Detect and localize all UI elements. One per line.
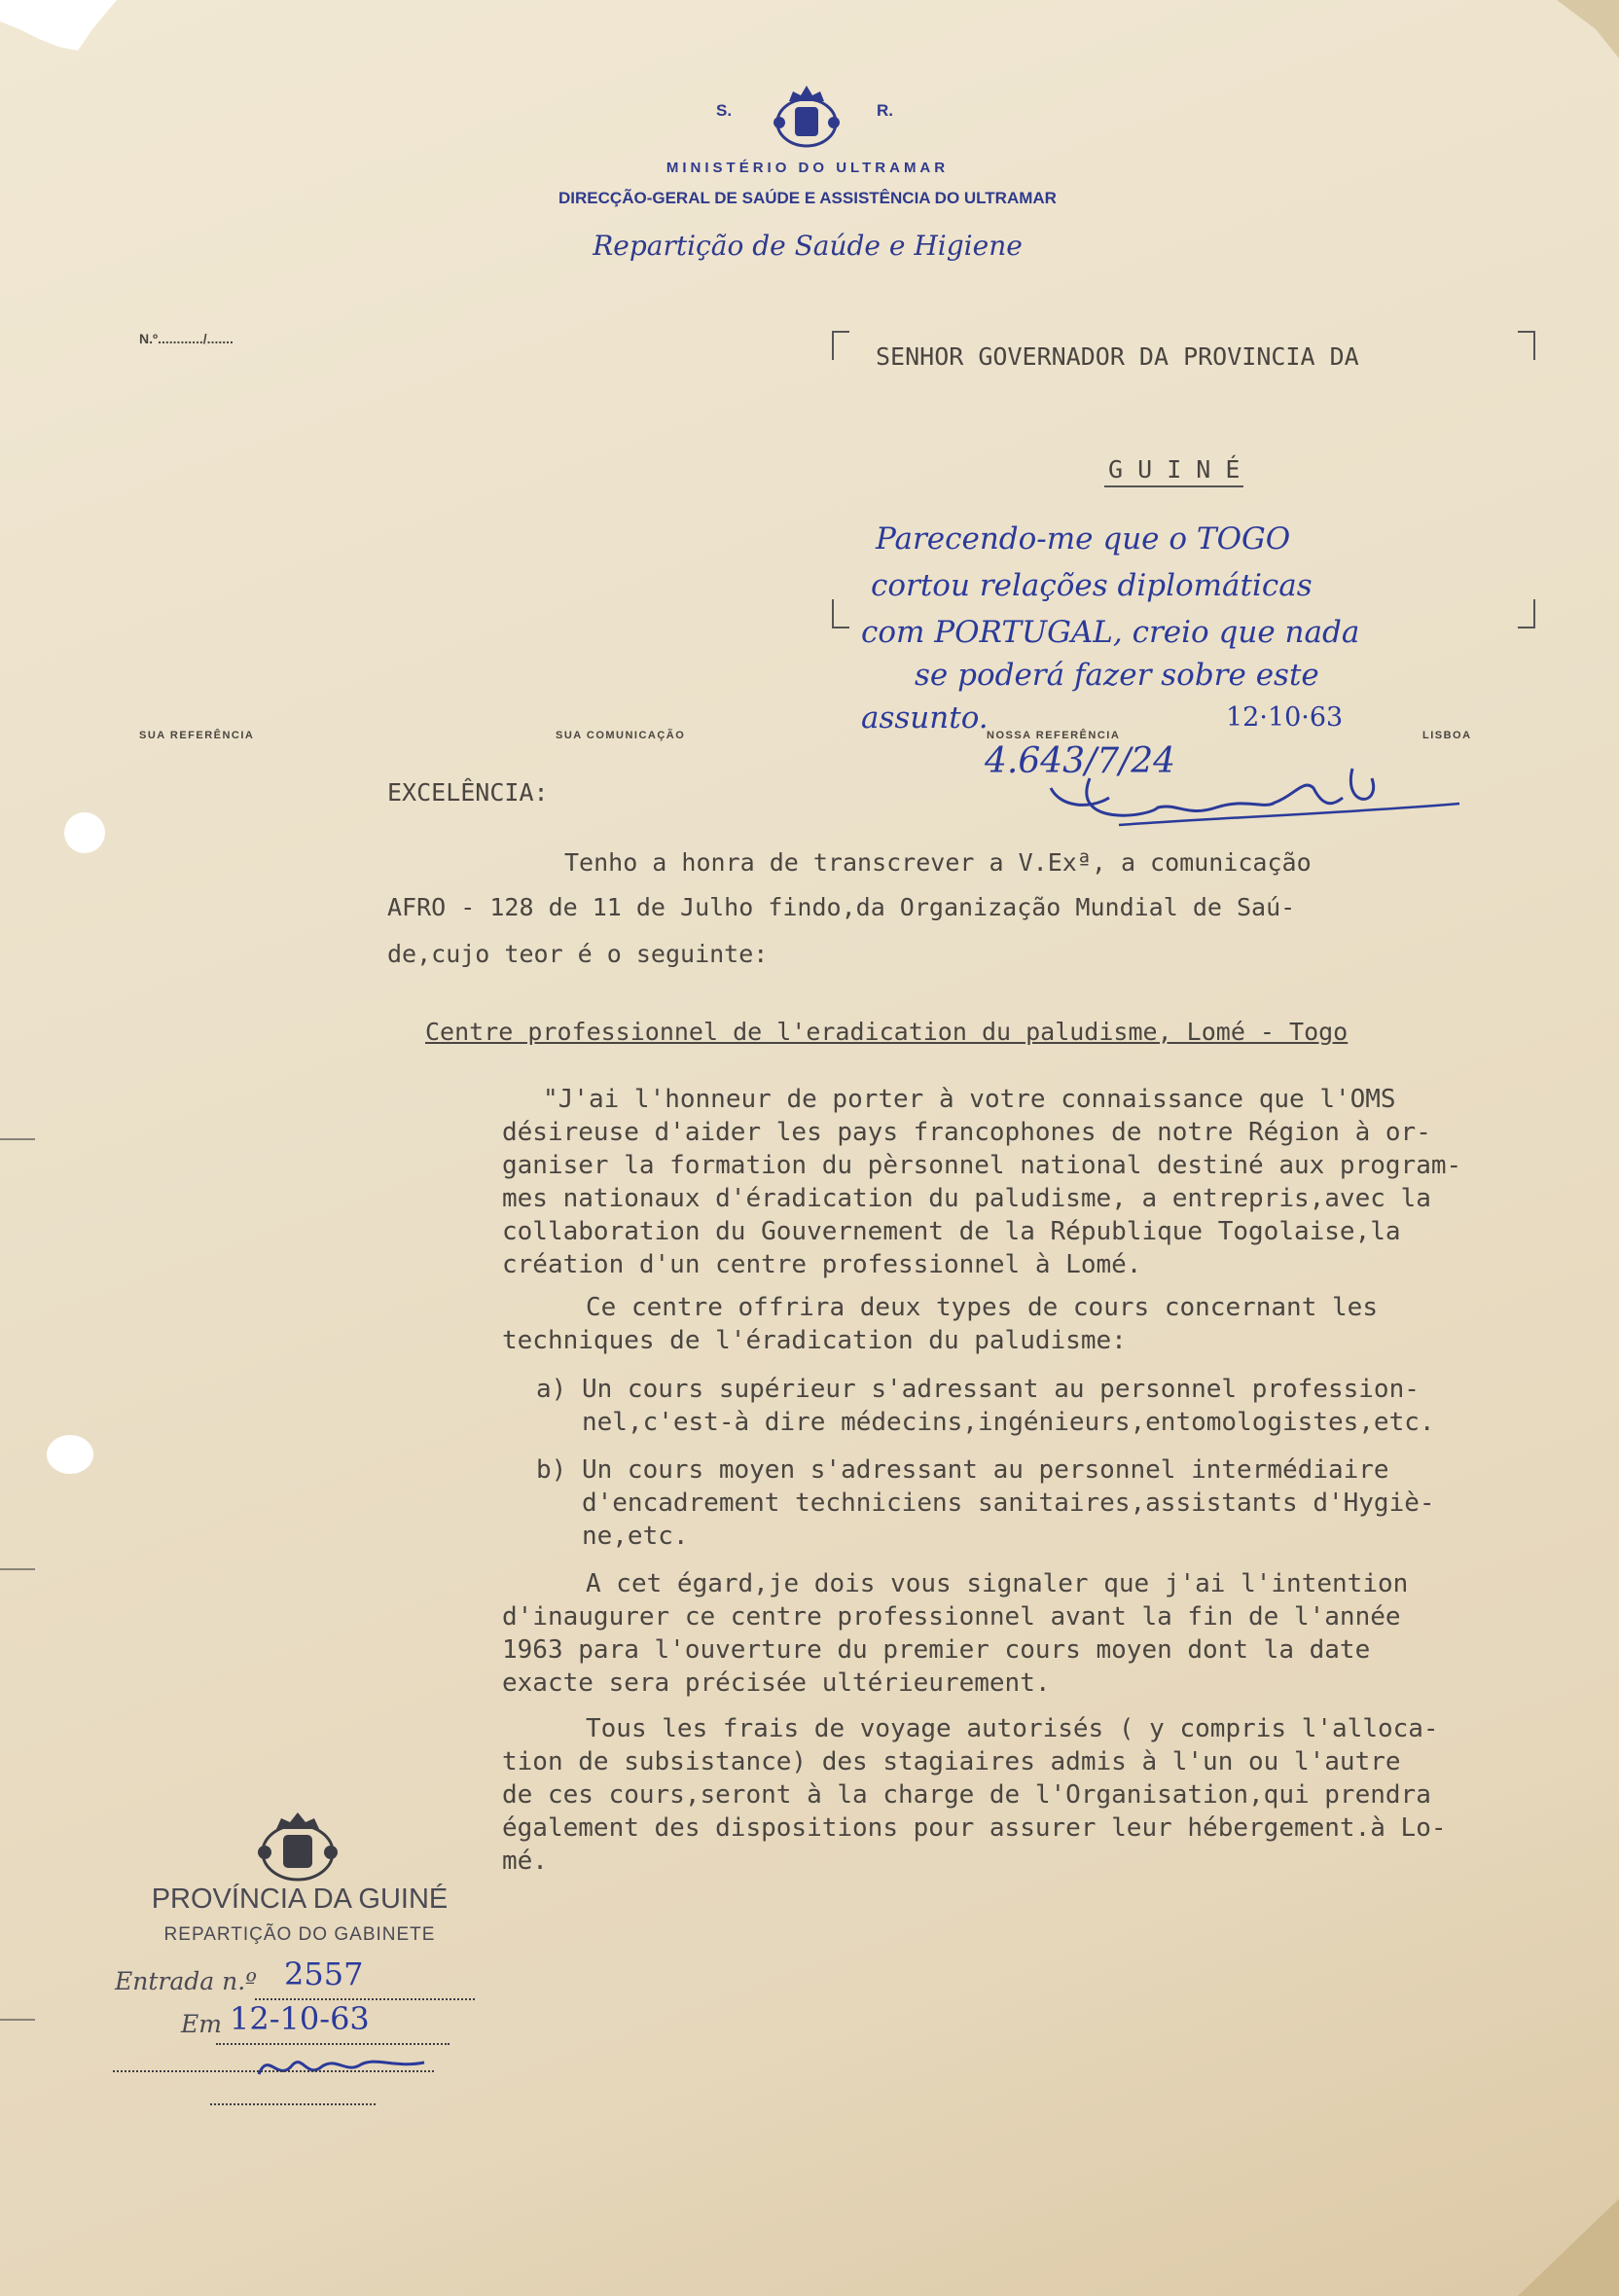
margin-mark bbox=[0, 1568, 35, 1570]
note-date: 12·10·63 bbox=[1226, 702, 1344, 733]
para3-line-1: A cet égard,je dois vous signaler que j'ai l'intention bbox=[586, 1569, 1409, 1598]
portuguese-arms-icon bbox=[251, 1810, 344, 1887]
label-lisboa: LISBOA bbox=[1422, 730, 1472, 741]
para2-line-1: Ce centre offrira deux types de cours concernant les bbox=[586, 1293, 1378, 1322]
stamp-em-label: Em bbox=[181, 2010, 222, 2038]
margin-mark bbox=[0, 1138, 35, 1140]
para1-line-5: collaboration du Gouvernement de la République Togolaise,la bbox=[502, 1217, 1401, 1246]
bracket-top-left bbox=[832, 331, 849, 360]
para1-line-2: désireuse d'aider les pays francophones de notre Région à or- bbox=[502, 1118, 1431, 1147]
header-right-letter: R. bbox=[877, 101, 893, 120]
para4-line-3: de ces cours,seront à la charge de l'Organisation,qui prendra bbox=[502, 1780, 1431, 1810]
stamp-rule-2 bbox=[210, 2103, 376, 2105]
stamp-initials bbox=[249, 2045, 444, 2094]
note-reference: 4.643/7/24 bbox=[985, 741, 1176, 781]
punch-hole-top bbox=[64, 812, 105, 853]
para3-line-2: d'inaugurer ce centre professionnel avant la fin de l'année bbox=[502, 1602, 1401, 1632]
para1-line-4: mes nationaux d'éradication du paludisme, a entrepris,avec la bbox=[502, 1184, 1431, 1213]
margin-mark bbox=[0, 2019, 35, 2021]
stamp-entrada-label: Entrada n.º bbox=[115, 1967, 257, 1995]
stamp-entrada-value: 2557 bbox=[284, 1955, 364, 1992]
label-nossa-referencia: NOSSA REFERÊNCIA bbox=[987, 730, 1121, 741]
item-a-line-2: nel,c'est-à dire médecins,ingénieurs,entomologistes,etc. bbox=[536, 1408, 1435, 1437]
intro-line-2: AFRO - 128 de 11 de Julho findo,da Organização Mundial de Saú- bbox=[387, 893, 1296, 921]
department-name: Repartição de Saúde e Higiene bbox=[593, 230, 1023, 262]
label-sua-comunicacao: SUA COMUNICAÇÃO bbox=[556, 730, 686, 741]
stamp-subtitle: REPARTIÇÃO DO GABINETE bbox=[163, 1924, 436, 1945]
stamp-em-value: 12-10-63 bbox=[230, 2000, 370, 2037]
para1-line-6: création d'un centre professionnel à Lomé. bbox=[502, 1250, 1142, 1279]
stamp-title: PROVÍNCIA DA GUINÉ bbox=[151, 1883, 449, 1915]
note-line-4: se poderá fazer sobre este bbox=[915, 658, 1319, 693]
number-field: N.º............/....... bbox=[139, 331, 234, 346]
para1-line-1: "J'ai l'honneur de porter à votre connaissance que l'OMS bbox=[543, 1085, 1396, 1114]
item-b-line-1: b) Un cours moyen s'adressant au personnel intermédiaire bbox=[536, 1455, 1389, 1485]
intro-line-3: de,cujo teor é o seguinte: bbox=[387, 940, 769, 968]
item-b-line-3: ne,etc. bbox=[536, 1522, 689, 1551]
note-line-5: assunto. bbox=[861, 700, 989, 735]
bracket-top-right bbox=[1518, 331, 1535, 360]
addressee-line-2: G U I N É bbox=[1104, 455, 1243, 487]
note-line-2: cortou relações diplomáticas bbox=[871, 568, 1313, 603]
salutation: EXCELÊNCIA: bbox=[387, 778, 549, 807]
para4-line-4: également des dispositions pour assurer leur hébergement.à Lo- bbox=[502, 1813, 1447, 1843]
para1-line-3: ganiser la formation du pèrsonnel national destiné aux program- bbox=[502, 1151, 1462, 1180]
punch-hole-bottom bbox=[47, 1435, 93, 1474]
label-sua-referencia: SUA REFERÊNCIA bbox=[139, 730, 255, 741]
para4-line-2: tion de subsistance) des stagiaires admis à l'un ou l'autre bbox=[502, 1747, 1401, 1776]
note-line-3: com PORTUGAL, creio que nada bbox=[861, 615, 1360, 650]
para3-line-3: 1963 para l'ouverture du premier cours moyen dont la date bbox=[502, 1635, 1371, 1665]
intro-line-1: Tenho a honra de transcrever a V.Exª, a comunicação bbox=[564, 848, 1312, 877]
item-a-line-1: a) Un cours supérieur s'adressant au personnel profession- bbox=[536, 1375, 1420, 1404]
ministry-name: MINISTÉRIO DO ULTRAMAR bbox=[666, 160, 950, 176]
bracket-bottom-right bbox=[1518, 599, 1535, 628]
item-b-line-2: d'encadrement techniciens sanitaires,assistants d'Hygiè- bbox=[536, 1489, 1435, 1518]
portuguese-arms-icon bbox=[768, 82, 845, 152]
handwritten-signature bbox=[1031, 749, 1498, 846]
para4-line-1: Tous les frais de voyage autorisés ( y compris l'alloca- bbox=[586, 1714, 1439, 1743]
subject-line: Centre professionnel de l'eradication du paludisme, Lomé - Togo bbox=[425, 1018, 1349, 1046]
stamp-rule-1 bbox=[113, 2070, 434, 2072]
para3-line-4: exacte sera précisée ultérieurement. bbox=[502, 1668, 1051, 1698]
para2-line-2: techniques de l'éradication du paludisme: bbox=[502, 1326, 1127, 1355]
header-left-letter: S. bbox=[716, 101, 733, 120]
directorate-name: DIRECÇÃO-GERAL DE SAÚDE E ASSISTÊNCIA DO ULTRAMAR bbox=[558, 189, 1057, 207]
bracket-bottom-left bbox=[832, 599, 849, 628]
note-line-1: Parecendo-me que o TOGO bbox=[876, 521, 1291, 556]
para4-line-5: mé. bbox=[502, 1847, 548, 1876]
addressee-line-1: SENHOR GOVERNADOR DA PROVINCIA DA bbox=[876, 342, 1359, 371]
